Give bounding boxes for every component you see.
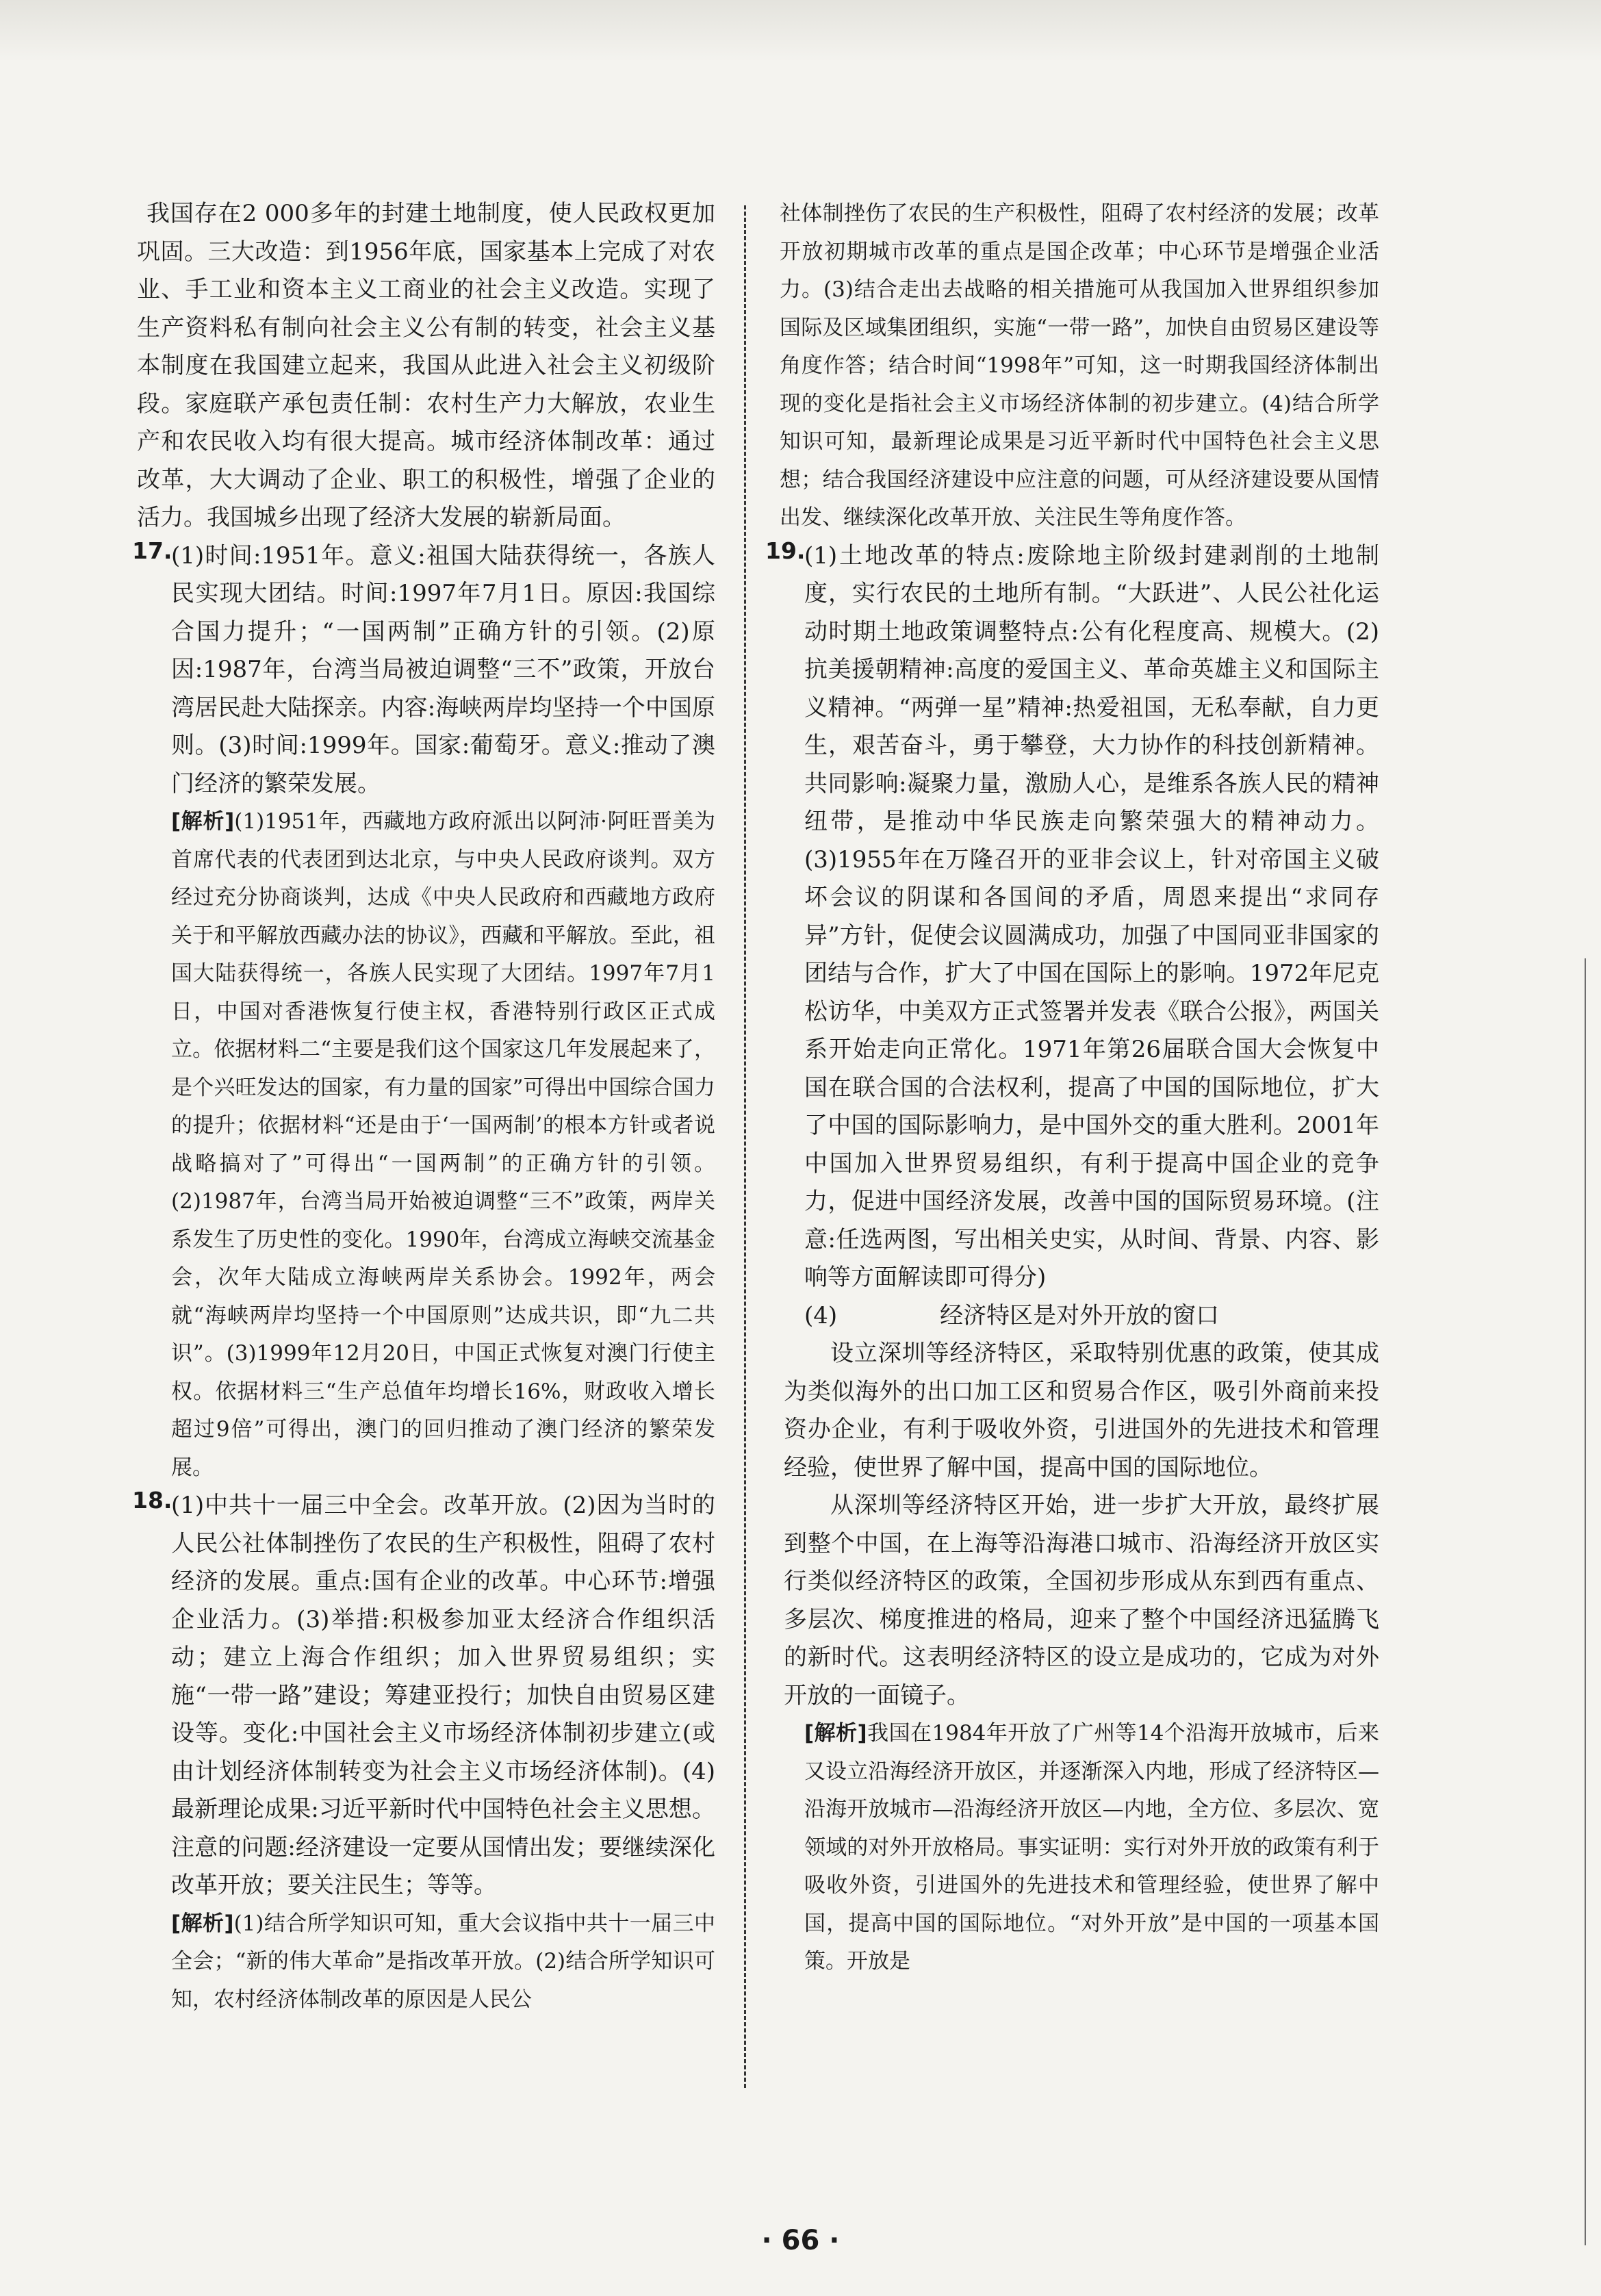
sub-answer-label: (4) bbox=[804, 1301, 838, 1329]
answer-text: (1)中共十一届三中全会。改革开放。(2)因为当时的人民公社体制挫伤了农民的生产积极性，阻碍了农村经济的发展。重点:国有企业的改革。中心环节:增强企业活力。(3)举措:积极参加亚太经济合作组织活动；建立上海合作组织；加入世界贸易组织；实施“一带一路”建设；筹建亚投行；加快自由贸易区建设等。变化:中国社会主义市场经济体制初步建立(或由计划经济体制转变为社会主义市场经济体制)。(4)最新理论成果:习近平新时代中国特色社会主义思想。注意的问题:经济建设一定要从国情出发；要继续深化改革开放；要关注民生；等等。 bbox=[171, 1492, 715, 1899]
analysis-text: (1)结合所学知识可知，重大会议指中共十一届三中全会；“新的伟大革命”是指改革开放。(2)结合所学知识可知，农村经济体制改革的原因是人民公 bbox=[171, 1911, 715, 2012]
analysis-block bbox=[804, 1715, 1379, 1981]
question-19 bbox=[765, 537, 1379, 1297]
analysis-label: [解析] bbox=[171, 1911, 234, 1936]
analysis-label: [解析] bbox=[171, 809, 235, 834]
essay-title: 经济特区是对外开放的窗口 bbox=[940, 1301, 1220, 1329]
column-divider bbox=[744, 205, 746, 2088]
analysis-text: (1)1951年，西藏地方政府派出以阿沛·阿旺晋美为首席代表的代表团到达北京，与中央人民政府谈判。双方经过充分协商谈判，达成《中央人民政府和西藏地方政府关于和平解放西藏办法的协议》，西藏和平解放。至此，祖国大陆获得统一，各族人民实现了大团结。1997年7月1日，中国对香港恢复行使主权，香港特别行政区正式成立。依据材料二“主要是我们这个国家这几年发展起来了，是个兴旺发达的国家，有力量的国家”可得出中国综合国力的提升；依据材料“还是由于‘一国两制’的根本方针或者说战略搞对了”可得出“一国两制”的正确方针的引领。(2)1987年，台湾当局开始被迫调整“三不”政策，两岸关系发生了历史性的变化。1990年，台湾成立海峡交流基金会，次年大陆成立海峡两岸关系协会。1992年，两会就“海峡两岸均坚持一个中国原则”达成共识，即“九二共识”。(3)1999年12月20日，中国正式恢复对澳门行使主权。依据材料三“生产总值年均增长16%，财政收入增长超过9倍”可得出，澳门的回归推动了澳门经济的繁荣发展。 bbox=[171, 809, 715, 1480]
top-shading bbox=[0, 0, 1601, 62]
answer-text: (1)时间:1951年。意义:祖国大陆获得统一，各族人民实现大团结。时间:1997年7月1日。原因:我国综合国力提升；“一国两制”正确方针的引领。(2)原因:1987年，台湾当局被迫调整“三不”政策，开放台湾居民赴大陆探亲。内容:海峡两岸均坚持一个中国原则。(3)时间:1999年。国家:葡萄牙。意义:推动了澳门经济的繁荣发展。 bbox=[171, 541, 715, 798]
continued-analysis-text: 社体制挫伤了农民的生产积极性，阻碍了农村经济的发展；改革开放初期城市改革的重点是国企改革；中心环节是增强企业活力。(3)结合走出去战略的相关措施可从我国加入世界组织参加国际及区域集团组织，实施“一带一路”，加快自由贸易区建设等角度作答；结合时间“1998年”可知，这一时期我国经济体制出现的变化是指社会主义市场经济体制的初步建立。(4)结合所学知识可知，最新理论成果是习近平新时代中国特色社会主义思想；结合我国经济建设中应注意的问题，可从经济建设要从国情出发、继续深化改革开放、关注民生等角度作答。 bbox=[780, 201, 1379, 530]
right-column bbox=[765, 195, 1379, 1981]
question-number: 18. bbox=[132, 1487, 172, 1514]
page-fold-line bbox=[1585, 958, 1586, 2245]
analysis-block bbox=[171, 803, 715, 1487]
question-18 bbox=[132, 1487, 715, 2019]
page-number: · 66 · bbox=[761, 2225, 840, 2256]
analysis-text: 我国在1984年开放了广州等14个沿海开放城市，后来又设立沿海经济开放区，并逐渐深入内地，形成了经济特区—沿海开放城市—沿海经济开放区—内地，全方位、多层次、宽领域的对外开放格局。事实证明：实行对外开放的政策有利于吸收外资，引进国外的先进技术和管理经验，使世界了解中国，提高中国的国际地位。“对外开放”是中国的一项基本国策。开放是 bbox=[804, 1721, 1379, 1974]
analysis-block bbox=[171, 1905, 715, 2019]
question-17 bbox=[132, 537, 715, 1488]
answer-text: (1)土地改革的特点:废除地主阶级封建剥削的土地制度，实行农民的土地所有制。“大跃进”、人民公社化运动时期土地政策调整特点:公有化程度高、规模大。(2)抗美援朝精神:高度的爱国主义、革命英雄主义和国际主义精神。“两弹一星”精神:热爱祖国，无私奉献，自力更生，艰苦奋斗，勇于攀登，大力协作的科技创新精神。共同影响:凝聚力量，激励人心，是维系各族人民的精神纽带，是推动中华民族走向繁荣强大的精神动力。(3)1955年在万隆召开的亚非会议上，针对帝国主义破坏会议的阴谋和各国间的矛盾，周恩来提出“求同存异”方针，促使会议圆满成功，加强了中国同亚非国家的团结与合作，扩大了中国在国际上的影响。1972年尼克松访华，中美双方正式签署并发表《联合公报》，两国关系开始走向正常化。1971年第26届联合国大会恢复中国在联合国的合法权利，提高了中国的国际地位，扩大了中国的国际影响力，是中国外交的重大胜利。2001年中国加入世界贸易组织，有利于提高中国企业的竞争力，促进中国经济发展，改善中国的国际贸易环境。(注意:任选两图，写出相关史实，从时间、背景、内容、影响等方面解读即可得分) bbox=[804, 541, 1379, 1291]
essay-paragraph: 从深圳等经济特区开始，进一步扩大开放，最终扩展到整个中国，在上海等沿海港口城市、沿海经济开放区实行类似经济特区的政策，全国初步形成从东到西有重点、多层次、梯度推进的格局，迎来了整个中国经济迅猛腾飞的新时代。这表明经济特区的设立是成功的，它成为对外开放的一面镜子。 bbox=[784, 1492, 1379, 1709]
continued-answer-text: 我国存在2 000多年的封建土地制度，使人民政权更加巩固。三大改造：到1956年底，国家基本上完成了对农业、手工业和资本主义工商业的社会主义改造。实现了生产资料私有制向社会主义公有制的转变，社会主义基本制度在我国建立起来，我国从此进入社会主义初级阶段。家庭联产承包责任制：农村生产力大解放，农业生产和农民收入均有很大提高。城市经济体制改革：通过改革，大大调动了企业、职工的积极性，增强了企业的活力。我国城乡出现了经济大发展的崭新局面。 bbox=[137, 200, 715, 531]
analysis-label: [解析] bbox=[804, 1721, 867, 1746]
question-number: 17. bbox=[132, 537, 172, 564]
question-number: 19. bbox=[765, 537, 806, 564]
sub-answer-4 bbox=[770, 1297, 1379, 1336]
question-19-analysis bbox=[770, 1715, 1379, 1981]
essay-paragraph: 设立深圳等经济特区，采取特别优惠的政策，使其成为类似海外的出口加工区和贸易合作区，吸引外商前来投资办企业，有利于吸收外资，引进国外的先进技术和管理经验，使世界了解中国，提高中国的国际地位。 bbox=[784, 1340, 1379, 1481]
left-column bbox=[132, 195, 715, 2019]
